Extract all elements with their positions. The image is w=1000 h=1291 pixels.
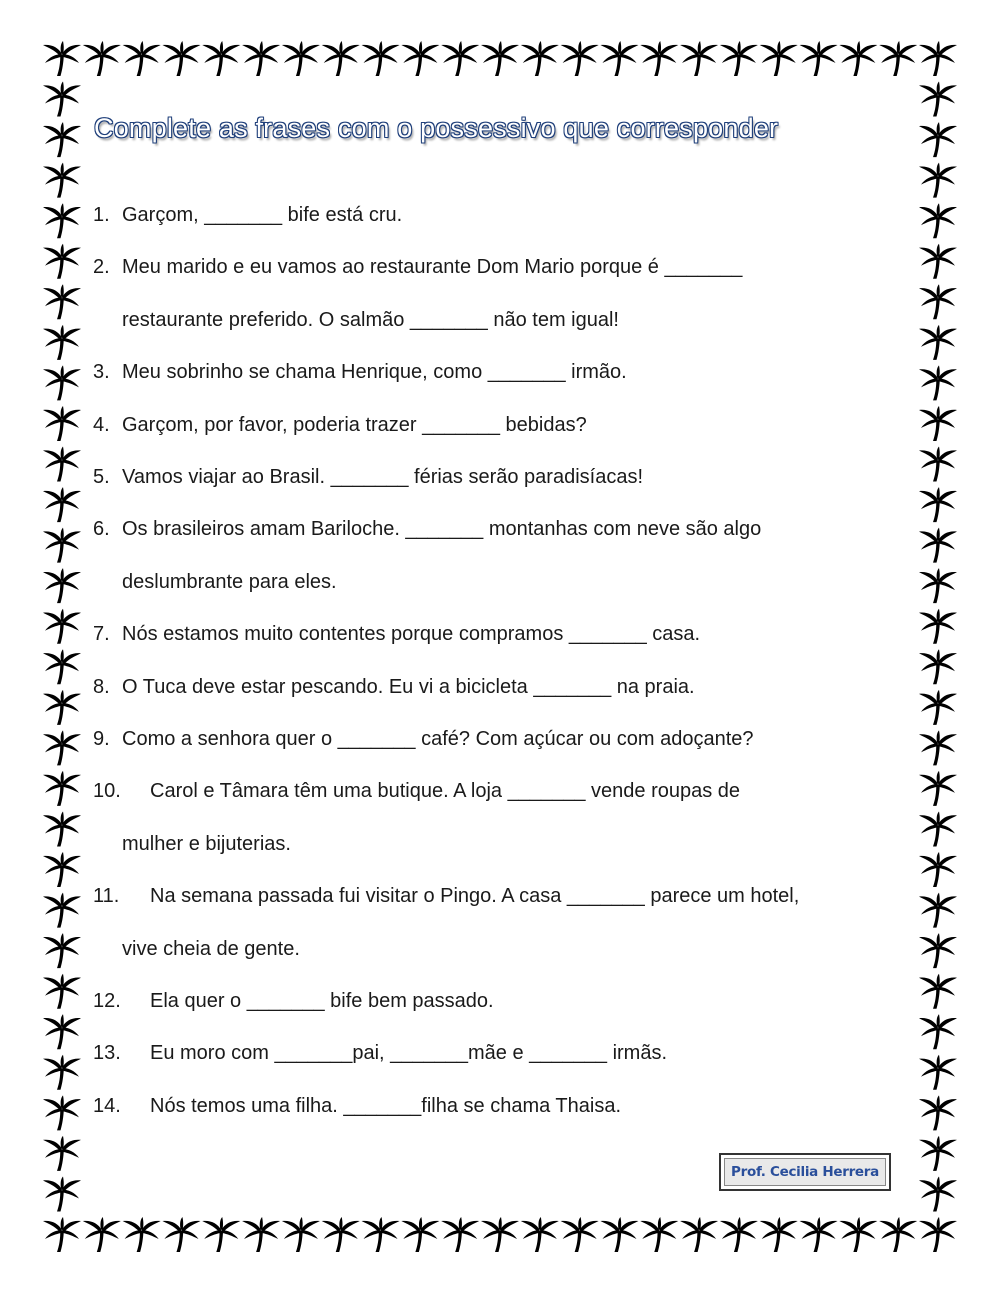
palm-tree-icon xyxy=(481,41,519,76)
palm-tree-icon xyxy=(43,447,81,482)
palm-tree-icon xyxy=(919,447,957,482)
palm-tree-icon xyxy=(919,1095,957,1130)
palm-tree-icon xyxy=(43,528,81,563)
item-number: 6. xyxy=(93,518,110,541)
palm-tree-icon xyxy=(879,1217,917,1252)
palm-tree-icon xyxy=(919,244,957,279)
palm-tree-icon xyxy=(282,1217,320,1252)
palm-tree-icon xyxy=(322,41,360,76)
palm-tree-icon xyxy=(162,41,200,76)
palm-tree-icon xyxy=(242,1217,280,1252)
palm-tree-icon xyxy=(123,41,161,76)
palm-tree-icon xyxy=(720,1217,758,1252)
palm-tree-icon xyxy=(760,1217,798,1252)
palm-tree-icon xyxy=(919,325,957,360)
author-credit: Prof. Cecilia Herrera xyxy=(731,1164,879,1180)
palm-tree-icon xyxy=(561,1217,599,1252)
palm-tree-icon xyxy=(600,1217,638,1252)
sentence-text: deslumbrante para eles. xyxy=(122,570,337,593)
item-number: 9. xyxy=(93,728,110,750)
palm-tree-icon xyxy=(43,974,81,1009)
palm-tree-icon xyxy=(43,852,81,887)
palm-tree-icon xyxy=(919,365,957,400)
sentence-text: Eu moro com _______pai, _______mãe e _______ irmãs. xyxy=(150,1042,668,1065)
palm-tree-icon xyxy=(919,649,957,684)
palm-tree-icon xyxy=(202,1217,240,1252)
palm-tree-icon xyxy=(919,974,957,1009)
sentence-text: Garçom, _______ bife está cru. xyxy=(122,204,403,226)
palm-tree-icon xyxy=(43,730,81,765)
palm-tree-icon xyxy=(919,41,957,76)
palm-tree-icon xyxy=(43,203,81,238)
palm-tree-icon xyxy=(441,1217,479,1252)
sentence-text: O Tuca deve estar pescando. Eu vi a bicicleta _______ na praia. xyxy=(122,675,695,698)
item-number: 8. xyxy=(93,675,110,698)
item-number: 12. xyxy=(93,990,121,1012)
palm-tree-icon xyxy=(401,41,439,76)
palm-tree-icon xyxy=(839,1217,877,1252)
sentence-text: Ela quer o _______ bife bem passado. xyxy=(150,990,494,1012)
palm-tree-icon xyxy=(800,41,838,76)
palm-tree-icon xyxy=(879,41,917,76)
palm-tree-icon xyxy=(919,893,957,928)
palm-tree-icon xyxy=(919,487,957,522)
palm-tree-icon xyxy=(680,41,718,76)
palm-tree-icon xyxy=(481,1217,519,1252)
palm-tree-icon xyxy=(43,649,81,684)
palm-tree-icon xyxy=(800,1217,838,1252)
item-number: 10. xyxy=(93,780,121,803)
palm-tree-icon xyxy=(242,41,280,76)
palm-tree-icon xyxy=(123,1217,161,1252)
sentence-text: Carol e Tâmara têm uma butique. A loja _______ vende roupas de xyxy=(150,780,741,803)
palm-tree-icon xyxy=(919,933,957,968)
palm-tree-icon xyxy=(83,41,121,76)
item-number: 7. xyxy=(93,623,110,646)
sentence-text: Como a senhora quer o _______ café? Com açúcar ou com adoçante? xyxy=(122,728,754,750)
palm-tree-icon xyxy=(919,284,957,319)
palm-tree-icon xyxy=(919,1055,957,1090)
exercise-line xyxy=(122,937,300,961)
palm-tree-icon xyxy=(43,933,81,968)
item-number: 2. xyxy=(93,256,110,279)
sentence-text: Garçom, por favor, poderia trazer _______ bebidas? xyxy=(122,413,587,436)
palm-tree-icon xyxy=(919,811,957,846)
palm-tree-icon xyxy=(720,41,758,76)
sentence-text: vive cheia de gente. xyxy=(122,937,300,960)
palm-tree-icon xyxy=(43,1217,81,1252)
palm-tree-icon xyxy=(43,41,81,76)
palm-tree-icon xyxy=(162,1217,200,1252)
palm-tree-icon xyxy=(43,1095,81,1130)
item-number: 13. xyxy=(93,1042,121,1065)
palm-tree-icon xyxy=(600,41,638,76)
item-number: 14. xyxy=(93,1094,121,1117)
item-number: 4. xyxy=(93,413,110,436)
palm-tree-icon xyxy=(561,41,599,76)
sentence-text: Meu sobrinho se chama Henrique, como _______ irmão. xyxy=(122,361,627,384)
palm-tree-icon xyxy=(919,852,957,887)
palm-tree-icon xyxy=(760,41,798,76)
palm-tree-icon xyxy=(43,771,81,806)
palm-tree-icon xyxy=(43,122,81,157)
palm-tree-icon xyxy=(919,122,957,157)
sentence-text: Meu marido e eu vamos ao restaurante Dom Mario porque é _______ xyxy=(122,256,743,279)
palm-tree-icon xyxy=(43,487,81,522)
palm-tree-icon xyxy=(919,1217,957,1252)
palm-tree-icon xyxy=(680,1217,718,1252)
palm-tree-icon xyxy=(43,893,81,928)
author-credit-box xyxy=(719,1153,891,1191)
palm-tree-icon xyxy=(521,41,559,76)
exercise-line xyxy=(122,832,291,856)
sentence-text: Vamos viajar ao Brasil. _______ férias serão paradisíacas! xyxy=(122,466,644,488)
palm-tree-icon xyxy=(919,406,957,441)
palm-tree-icon xyxy=(43,1176,81,1211)
palm-tree-icon xyxy=(43,690,81,725)
sentence-text: Na semana passada fui visitar o Pingo. A casa _______ parece um hotel, xyxy=(150,885,800,908)
palm-tree-icon xyxy=(43,609,81,644)
palm-tree-icon xyxy=(919,568,957,603)
palm-tree-icon xyxy=(43,82,81,117)
palm-tree-icon xyxy=(640,1217,678,1252)
palm-tree-icon xyxy=(521,1217,559,1252)
sentence-text: Nós temos uma filha. _______filha se chama Thaisa. xyxy=(150,1094,622,1117)
palm-tree-icon xyxy=(43,365,81,400)
palm-tree-icon xyxy=(43,325,81,360)
palm-tree-icon xyxy=(43,1055,81,1090)
item-number: 11. xyxy=(93,885,120,908)
palm-tree-icon xyxy=(919,528,957,563)
palm-tree-icon xyxy=(919,609,957,644)
palm-tree-icon xyxy=(919,203,957,238)
palm-tree-icon xyxy=(640,41,678,76)
sentence-text: Os brasileiros amam Bariloche. _______ montanhas com neve são algo xyxy=(122,518,762,541)
palm-tree-icon xyxy=(839,41,877,76)
item-number: 1. xyxy=(93,204,110,226)
palm-tree-icon xyxy=(441,41,479,76)
palm-tree-icon xyxy=(202,41,240,76)
sentence-text: mulher e bijuterias. xyxy=(122,832,291,855)
palm-tree-icon xyxy=(919,1176,957,1211)
palm-tree-icon xyxy=(919,690,957,725)
palm-tree-icon xyxy=(362,1217,400,1252)
exercise-line xyxy=(122,308,619,332)
worksheet-title: Complete as frases com o possessivo que corresponder xyxy=(94,113,779,143)
palm-tree-icon xyxy=(43,406,81,441)
palm-tree-icon xyxy=(919,771,957,806)
palm-tree-icon xyxy=(919,82,957,117)
palm-tree-icon xyxy=(43,284,81,319)
palm-tree-icon xyxy=(401,1217,439,1252)
palm-tree-icon xyxy=(919,730,957,765)
sentence-text: Nós estamos muito contentes porque compramos _______ casa. xyxy=(122,623,701,646)
palm-tree-icon xyxy=(362,41,400,76)
palm-tree-icon xyxy=(43,568,81,603)
palm-tree-icon xyxy=(43,1136,81,1171)
palm-tree-icon xyxy=(43,1014,81,1049)
sentence-text: restaurante preferido. O salmão _______ não tem igual! xyxy=(122,308,619,331)
palm-tree-icon xyxy=(282,41,320,76)
palm-tree-icon xyxy=(322,1217,360,1252)
palm-tree-icon xyxy=(919,1136,957,1171)
palm-tree-icon xyxy=(919,163,957,198)
exercise-line xyxy=(122,570,337,594)
palm-tree-icon xyxy=(919,1014,957,1049)
palm-tree-icon xyxy=(83,1217,121,1252)
item-number: 5. xyxy=(93,466,110,488)
item-number: 3. xyxy=(93,361,110,384)
palm-tree-icon xyxy=(43,244,81,279)
palm-tree-icon xyxy=(43,163,81,198)
palm-tree-icon xyxy=(43,811,81,846)
